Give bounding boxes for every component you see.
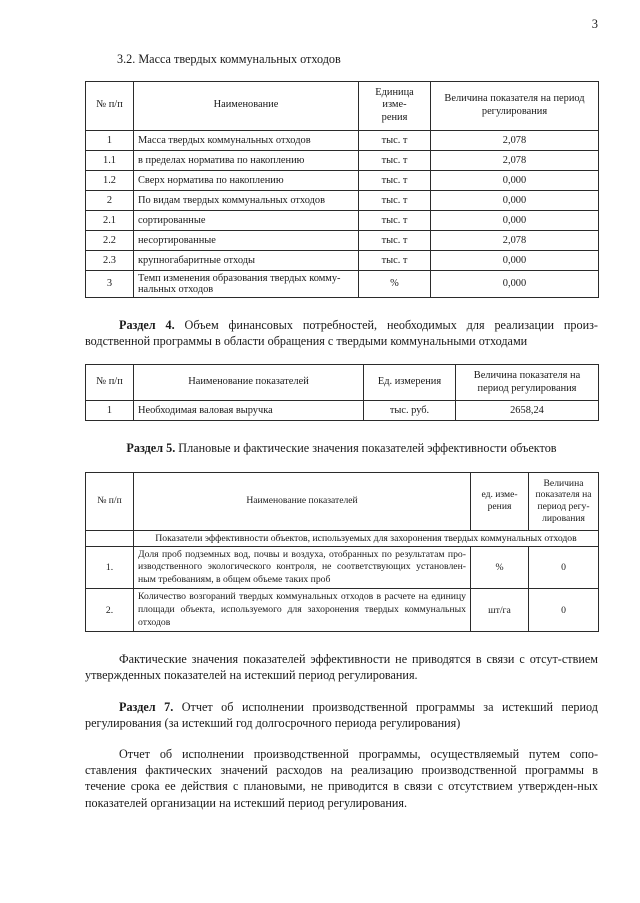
column-header-value-line3: период регу-	[537, 501, 590, 513]
cell-empty	[86, 530, 134, 546]
note-after-table-5: Фактические значения показателей эффективности не приводятся в связи с отсут-ствием утвержденных показателей на истекший период регулирования.	[85, 652, 598, 683]
section-5-heading-text: Плановые и фактические значения показателей эффективности объектов	[175, 441, 557, 456]
cell-value: 0,000	[431, 190, 599, 210]
cell-name: сортированные	[134, 210, 359, 230]
table-row	[86, 270, 599, 297]
cell-number: 3	[86, 270, 134, 297]
table-header-row	[86, 472, 599, 530]
cell-number: 2.1	[86, 210, 134, 230]
cell-unit: тыс. т	[359, 250, 431, 270]
table-row	[86, 150, 599, 170]
table-row	[86, 210, 599, 230]
section-5-label: Раздел 5.	[126, 441, 176, 456]
cell-name: Темп изменения образования твердых комму-нальных отходов	[134, 270, 359, 297]
column-header-unit-line2: рения	[487, 501, 512, 513]
column-header-value-line2: показателя на	[535, 489, 592, 501]
table-row	[86, 250, 599, 270]
spacer	[85, 421, 598, 440]
column-header-name: Наименование показателей	[134, 365, 364, 401]
column-header-value-line1: Величина показателя на	[473, 370, 581, 382]
column-header-unit	[471, 472, 529, 530]
cell-section-title: Показатели эффективности объектов, используемых для захоронения твердых коммунальных отходов	[134, 530, 599, 546]
cell-name: в пределах норматива по накоплению	[134, 150, 359, 170]
section-7-heading-text: Отчет об исполнении производственной программы за истекший период регулирования (за истекший год долгосрочного периода регулирования)	[85, 699, 598, 730]
column-header-value	[431, 81, 599, 130]
cell-value: 2658,24	[456, 401, 599, 421]
cell-unit: тыс. т	[359, 190, 431, 210]
document-content	[85, 52, 598, 811]
table-header-row	[86, 365, 599, 401]
cell-number: 2	[86, 190, 134, 210]
section-3-2-heading: 3.2. Масса твердых коммунальных отходов	[117, 52, 341, 66]
cell-name: Масса твердых коммунальных отходов	[134, 130, 359, 150]
table-row	[86, 401, 599, 421]
table-row	[86, 589, 599, 632]
cell-number: 1.2	[86, 170, 134, 190]
column-header-number: № п/п	[86, 365, 134, 401]
table-financial-needs	[85, 364, 599, 421]
cell-unit: тыс. т	[359, 130, 431, 150]
spacer	[85, 731, 598, 746]
table-waste-mass	[85, 81, 599, 298]
cell-name: Необходимая валовая выручка	[134, 401, 364, 421]
cell-unit: тыс. т	[359, 150, 431, 170]
cell-name: несортированные	[134, 230, 359, 250]
cell-value: 0,000	[431, 270, 599, 297]
section-7-heading	[85, 699, 598, 731]
spacer	[85, 684, 598, 699]
table-section-row	[86, 530, 599, 546]
table-row	[86, 130, 599, 150]
spacer	[85, 349, 598, 364]
cell-value: 2,078	[431, 230, 599, 250]
cell-number: 1	[86, 401, 134, 421]
cell-unit: тыс. руб.	[364, 401, 456, 421]
section-5-heading	[85, 440, 598, 456]
cell-number: 1	[86, 130, 134, 150]
cell-name: Сверх норматива по накоплению	[134, 170, 359, 190]
cell-unit: тыс. т	[359, 230, 431, 250]
table-row	[86, 190, 599, 210]
section-7-body: Отчет об исполнении производственной программы, осуществляемый путем сопо-ставления фактических значений расходов на реализацию производственной программы в течение срока ее действия с плановыми, не приводится в связи с отсутствием утвержден-ных показателей организации на истекший период регулирования.	[85, 747, 598, 810]
section-7-label: Раздел 7.	[119, 699, 174, 714]
cell-unit: шт/га	[471, 589, 529, 632]
cell-value: 0,000	[431, 250, 599, 270]
cell-value: 2,078	[431, 150, 599, 170]
cell-value: 2,078	[431, 130, 599, 150]
column-header-number: № п/п	[86, 472, 134, 530]
column-header-number: № п/п	[86, 81, 134, 130]
cell-value: 0,000	[431, 170, 599, 190]
cell-unit: %	[471, 546, 529, 589]
spacer	[85, 632, 598, 651]
column-header-value-line2: регулирования	[481, 105, 548, 117]
cell-unit: тыс. т	[359, 210, 431, 230]
column-header-unit: Ед. измерения	[364, 365, 456, 401]
section-4-label: Раздел 4.	[119, 317, 175, 332]
table-row	[86, 170, 599, 190]
section-4-heading-text: Объем финансовых потребностей, необходимых для реализации произ-водственной программы в области обращения с твердыми коммунальными отходами	[85, 317, 598, 348]
column-header-unit-line1: Единица изме-	[375, 86, 414, 111]
spacer	[85, 298, 598, 317]
page-number: 3	[591, 17, 598, 31]
cell-value: 0,000	[431, 210, 599, 230]
column-header-value-line4: лирования	[542, 512, 585, 524]
cell-name: По видам твердых коммунальных отходов	[134, 190, 359, 210]
table-row	[86, 230, 599, 250]
column-header-name: Наименование показателей	[134, 472, 471, 530]
column-header-unit-line1: ед. изме-	[481, 489, 518, 501]
cell-unit: %	[359, 270, 431, 297]
cell-number: 1.	[86, 546, 134, 589]
cell-number: 2.	[86, 589, 134, 632]
cell-name: крупногабаритные отходы	[134, 250, 359, 270]
cell-unit: тыс. т	[359, 170, 431, 190]
table-efficiency-indicators	[85, 472, 599, 632]
cell-value: 0	[529, 546, 599, 589]
cell-number: 2.3	[86, 250, 134, 270]
cell-name: Количество возгораний твердых коммунальных отходов в расчете на единицу площади объекта, используемого для захоронения твердых коммунальных отходов	[134, 589, 471, 632]
column-header-value-line1: Величина показателя на период	[444, 92, 585, 104]
spacer	[85, 457, 598, 472]
section-4-heading	[85, 317, 598, 349]
column-header-value-line2: период регулирования	[477, 382, 577, 394]
column-header-value	[529, 472, 599, 530]
column-header-name: Наименование	[134, 81, 359, 130]
cell-number: 2.2	[86, 230, 134, 250]
column-header-unit-line2: рения	[381, 111, 408, 123]
table-header-row	[86, 81, 599, 130]
column-header-unit	[359, 81, 431, 130]
cell-name: Доля проб подземных вод, почвы и воздуха, отобранных по результатам про-изводственного экологического контроля, не соответствующих установлен-ным требованиям, в общем объеме таких проб	[134, 546, 471, 589]
cell-number: 1.1	[86, 150, 134, 170]
table-row	[86, 546, 599, 589]
column-header-value	[456, 365, 599, 401]
column-header-value-line1: Величина	[543, 477, 584, 489]
cell-value: 0	[529, 589, 599, 632]
